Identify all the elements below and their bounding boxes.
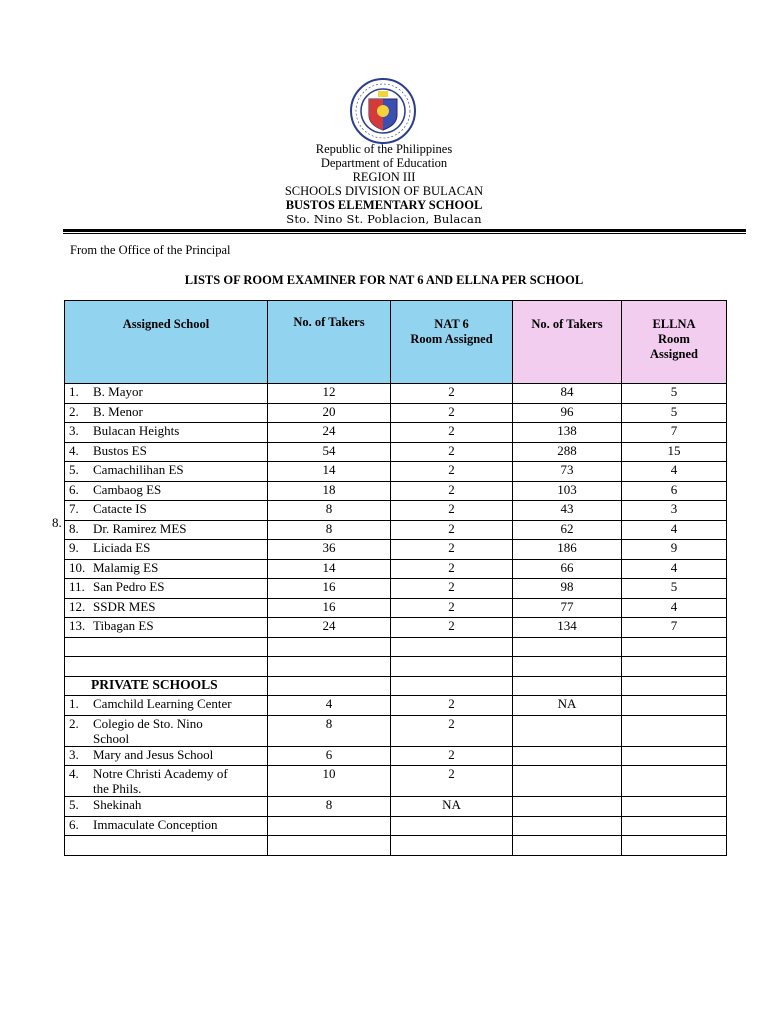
letterhead-republic: Republic of the Philippines	[315, 142, 453, 156]
col-ellna-takers: No. of Takers	[513, 301, 622, 384]
cell-ellna-takers: 43	[513, 501, 622, 521]
cell-ellna-takers: 66	[513, 559, 622, 579]
cell-ellna-takers	[513, 746, 622, 766]
cell-ellna-room: 15	[622, 442, 727, 462]
school-name: B. Menor	[93, 403, 143, 419]
cell-ellna-takers	[513, 715, 622, 746]
cell-school	[65, 598, 268, 618]
cell-nat-room: 2	[391, 384, 513, 404]
letterhead	[0, 142, 768, 226]
table-row	[65, 520, 727, 540]
row-number: 6.	[69, 481, 79, 497]
cell-ellna-room	[622, 715, 727, 746]
cell-nat-room: 2	[391, 715, 513, 746]
row-number: 5.	[69, 797, 79, 812]
cell-school	[65, 481, 268, 501]
cell-nat-room: 2	[391, 462, 513, 482]
cell-nat-takers: 6	[268, 746, 391, 766]
row-number: 4.	[69, 442, 79, 458]
private-schools-label: PRIVATE SCHOOLS	[65, 676, 268, 696]
school-name: Tibagan ES	[93, 618, 154, 633]
letterhead-department: Department of Education	[320, 156, 448, 170]
cell-school	[65, 579, 268, 599]
cell-nat-room: 2	[391, 598, 513, 618]
table-row	[65, 715, 727, 746]
cell-nat-room: 2	[391, 501, 513, 521]
header-divider-thick	[63, 229, 746, 232]
col-assigned-school: Assigned School	[65, 301, 268, 384]
row-number: 2.	[69, 715, 79, 731]
cell-ellna-room: 5	[622, 384, 727, 404]
school-name: Liciada ES	[93, 540, 151, 555]
table-row	[65, 797, 727, 817]
row-number: 3.	[69, 423, 79, 438]
table-row	[65, 657, 727, 677]
cell-nat-room: 2	[391, 442, 513, 462]
row-number: 4.	[69, 766, 79, 781]
school-name: Bustos ES	[93, 442, 147, 458]
table-row	[65, 384, 727, 404]
cell-nat-room: NA	[391, 797, 513, 817]
cell-school	[65, 462, 268, 482]
school-name: Immaculate Conception	[93, 816, 218, 832]
cell-nat-room: 2	[391, 540, 513, 560]
row-number: 9.	[69, 540, 79, 555]
cell-ellna-takers	[513, 816, 622, 836]
cell-ellna-takers: 98	[513, 579, 622, 599]
cell-school	[65, 766, 268, 797]
cell-school	[65, 559, 268, 579]
cell-school	[65, 696, 268, 716]
cell-school	[65, 797, 268, 817]
row-number: 1.	[69, 696, 79, 711]
cell-ellna-room	[622, 696, 727, 716]
row-number: 6.	[69, 816, 79, 832]
cell-nat-takers	[268, 816, 391, 836]
school-name: Catacte IS	[93, 501, 147, 516]
table-row	[65, 481, 727, 501]
cell-school	[65, 384, 268, 404]
cell-nat-takers: 14	[268, 559, 391, 579]
school-name: Bulacan Heights	[93, 423, 180, 438]
table-row	[65, 766, 727, 797]
cell-ellna-room	[622, 746, 727, 766]
cell-ellna-takers: 288	[513, 442, 622, 462]
row-number: 11.	[69, 579, 85, 594]
school-name: Malamig ES	[93, 559, 159, 575]
cell-ellna-room: 4	[622, 520, 727, 540]
table-row	[65, 559, 727, 579]
row-number: 13.	[69, 618, 86, 633]
school-name: SSDR MES	[93, 598, 156, 614]
cell-school	[65, 520, 268, 540]
row-number: 7.	[69, 501, 79, 516]
header-divider-thin	[63, 233, 746, 234]
cell-nat-room: 2	[391, 520, 513, 540]
letterhead-address: Sto. Nino St. Poblacion, Bulacan	[286, 212, 482, 226]
cell-nat-room: 2	[391, 423, 513, 443]
school-name: Notre Christi Academy of	[93, 766, 228, 781]
table-row	[65, 403, 727, 423]
document-title: LISTS OF ROOM EXAMINER FOR NAT 6 AND ELLNA PER SCHOOL	[184, 273, 584, 287]
cell-ellna-room: 5	[622, 403, 727, 423]
col-nat-room: NAT 6 Room Assigned	[391, 301, 513, 384]
cell-ellna-takers: 62	[513, 520, 622, 540]
col-ellna-room: ELLNA Room Assigned	[622, 301, 727, 384]
cell-nat-room	[391, 816, 513, 836]
cell-nat-room: 2	[391, 559, 513, 579]
cell-ellna-takers: 84	[513, 384, 622, 404]
cell-nat-takers: 4	[268, 696, 391, 716]
cell-ellna-takers	[513, 797, 622, 817]
table-row	[65, 501, 727, 521]
cell-school	[65, 816, 268, 836]
table-row	[65, 598, 727, 618]
cell-ellna-room: 6	[622, 481, 727, 501]
school-name: B. Mayor	[93, 384, 143, 399]
cell-nat-room: 2	[391, 403, 513, 423]
cell-ellna-room: 9	[622, 540, 727, 560]
table-row	[65, 836, 727, 856]
cell-nat-takers: 16	[268, 579, 391, 599]
letterhead-division: SCHOOLS DIVISION OF BULACAN	[284, 184, 484, 198]
table-header-row	[65, 301, 727, 384]
letterhead-school: BUSTOS ELEMENTARY SCHOOL	[285, 198, 483, 212]
deped-seal-logo	[349, 77, 417, 145]
cell-nat-takers: 12	[268, 384, 391, 404]
cell-nat-takers: 18	[268, 481, 391, 501]
table-row	[65, 423, 727, 443]
cell-ellna-room	[622, 766, 727, 797]
cell-nat-takers: 54	[268, 442, 391, 462]
cell-ellna-takers: 96	[513, 403, 622, 423]
cell-nat-room: 2	[391, 579, 513, 599]
row-number: 8.	[69, 520, 79, 536]
examiner-table	[64, 300, 727, 856]
cell-nat-takers: 20	[268, 403, 391, 423]
cell-ellna-room: 7	[622, 618, 727, 638]
cell-ellna-takers: NA	[513, 696, 622, 716]
table-row	[65, 816, 727, 836]
cell-ellna-takers	[513, 766, 622, 797]
cell-nat-room: 2	[391, 618, 513, 638]
cell-ellna-room	[622, 797, 727, 817]
cell-nat-takers: 8	[268, 715, 391, 746]
cell-ellna-room: 4	[622, 462, 727, 482]
row-number: 3.	[69, 746, 79, 762]
cell-ellna-room: 3	[622, 501, 727, 521]
table-row	[65, 618, 727, 638]
cell-ellna-takers: 186	[513, 540, 622, 560]
cell-ellna-room: 7	[622, 423, 727, 443]
cell-school	[65, 618, 268, 638]
school-name: Cambaog ES	[93, 481, 162, 497]
school-name: Mary and Jesus School	[93, 746, 214, 762]
row-number: 10.	[69, 559, 86, 575]
cell-nat-takers: 8	[268, 520, 391, 540]
cell-nat-room: 2	[391, 766, 513, 797]
school-name-cont: the Phils.	[93, 781, 142, 796]
cell-nat-takers: 8	[268, 797, 391, 817]
cell-nat-takers: 16	[268, 598, 391, 618]
private-section-row	[65, 676, 727, 696]
cell-nat-takers: 24	[268, 423, 391, 443]
cell-ellna-takers: 77	[513, 598, 622, 618]
from-office: From the Office of the Principal	[70, 243, 231, 257]
table-row	[65, 462, 727, 482]
school-name: Camachilihan ES	[93, 462, 184, 477]
table-row	[65, 579, 727, 599]
cell-ellna-room: 4	[622, 598, 727, 618]
table-row	[65, 696, 727, 716]
row-number: 2.	[69, 403, 79, 419]
cell-nat-room: 2	[391, 696, 513, 716]
cell-nat-takers: 14	[268, 462, 391, 482]
cell-ellna-room: 5	[622, 579, 727, 599]
cell-ellna-takers: 73	[513, 462, 622, 482]
table-row	[65, 442, 727, 462]
cell-school	[65, 423, 268, 443]
cell-ellna-takers: 138	[513, 423, 622, 443]
table-row	[65, 540, 727, 560]
cell-school	[65, 715, 268, 746]
school-name: San Pedro ES	[93, 579, 165, 594]
cell-nat-takers: 36	[268, 540, 391, 560]
cell-nat-takers: 8	[268, 501, 391, 521]
cell-ellna-room: 4	[622, 559, 727, 579]
cell-school	[65, 540, 268, 560]
cell-ellna-room	[622, 816, 727, 836]
cell-nat-room: 2	[391, 481, 513, 501]
letterhead-region: REGION III	[352, 170, 416, 184]
cell-ellna-takers: 103	[513, 481, 622, 501]
row-number: 12.	[69, 598, 86, 614]
cell-nat-takers: 24	[268, 618, 391, 638]
school-name-cont: School	[93, 730, 130, 746]
table-row	[65, 746, 727, 766]
school-name: Camchild Learning Center	[93, 696, 232, 711]
row-number: 1.	[69, 384, 79, 399]
cell-nat-room: 2	[391, 746, 513, 766]
cell-nat-takers: 10	[268, 766, 391, 797]
stray-row-number: 8.	[52, 515, 62, 530]
school-name: Shekinah	[93, 797, 142, 812]
school-name: Dr. Ramirez MES	[93, 520, 187, 536]
col-nat-takers: No. of Takers	[268, 301, 391, 384]
table-row	[65, 637, 727, 657]
school-name: Colegio de Sto. Nino	[93, 715, 203, 731]
cell-school	[65, 442, 268, 462]
row-number: 5.	[69, 462, 79, 477]
cell-school	[65, 403, 268, 423]
cell-school	[65, 501, 268, 521]
cell-ellna-takers: 134	[513, 618, 622, 638]
cell-school	[65, 746, 268, 766]
